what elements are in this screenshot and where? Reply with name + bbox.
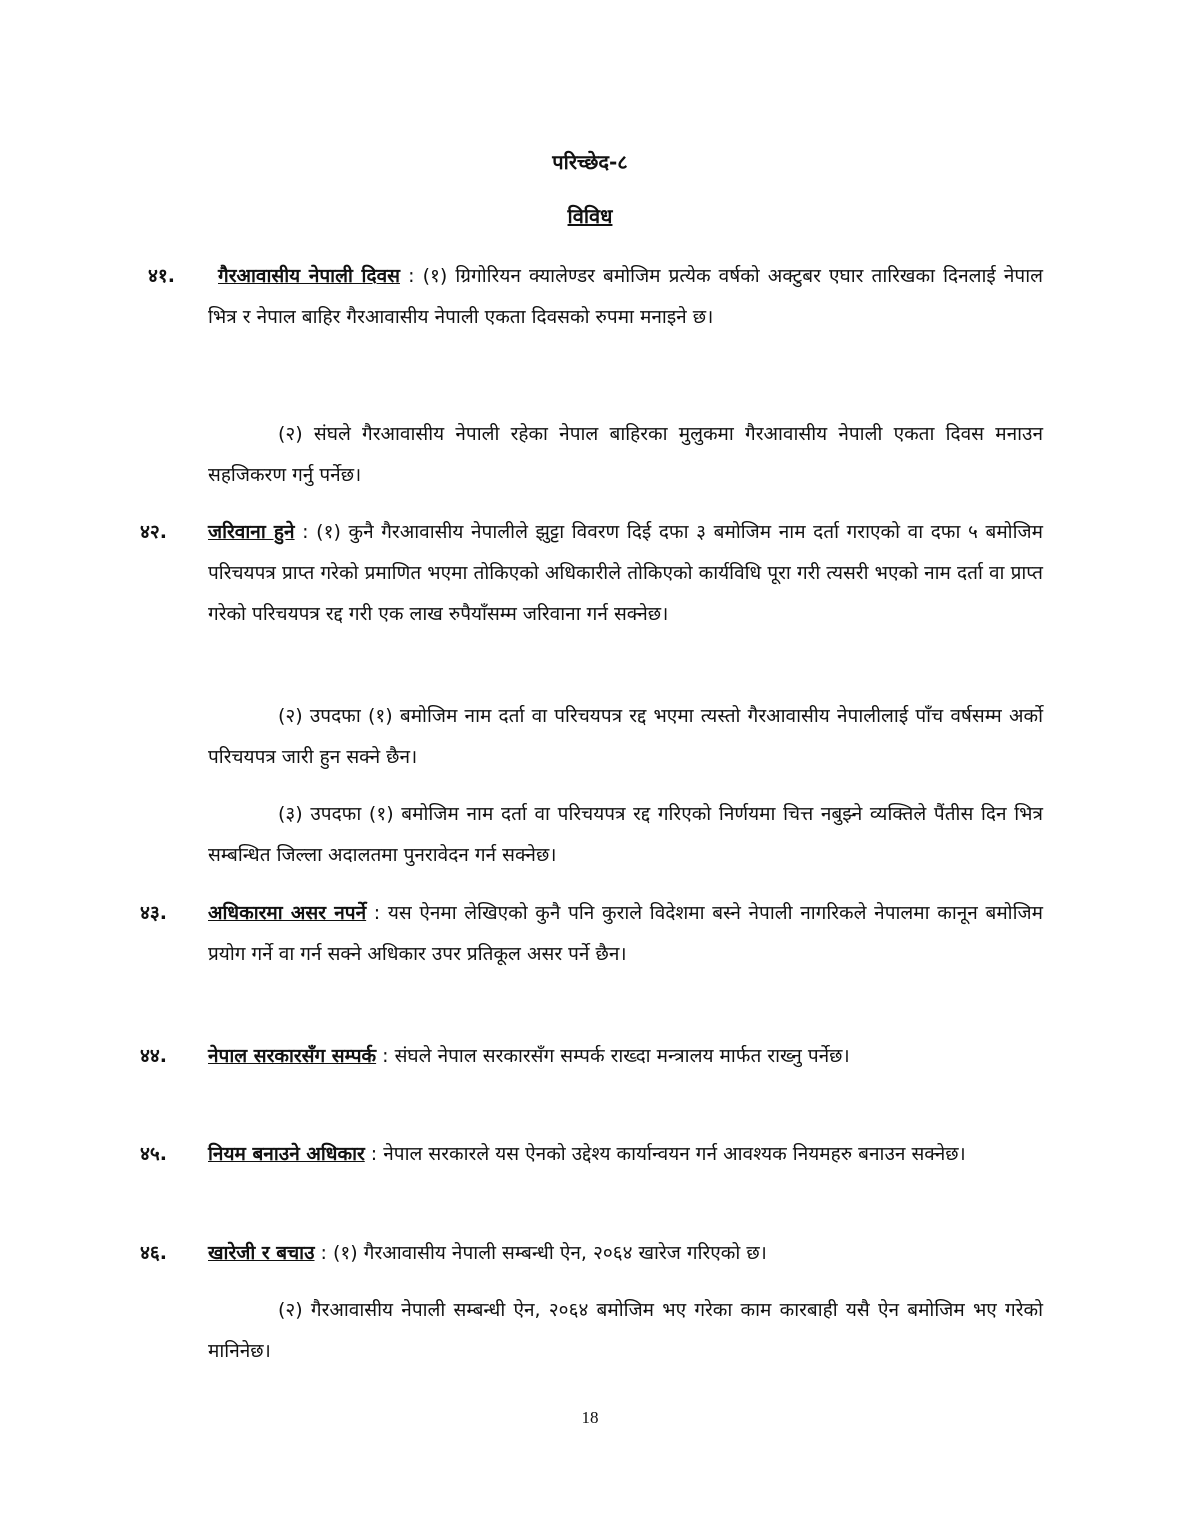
chapter-subtitle: विविध <box>567 204 613 228</box>
section-heading: खारेजी र बचाउ <box>208 1242 315 1264</box>
subsection: (३) उपदफा (१) बमोजिम नाम दर्ता वा परिचयपत्र रद्द गरिएको निर्णयमा चित्त नबुझ्ने व्यक्तिले पैंतीस दिन भित्र सम्बन्धित जिल्ला अदालतमा पुनरावेदन गर्न सक्नेछ। <box>208 803 1043 866</box>
section-body: : नेपाल सरकारले यस ऐनको उद्देश्य कार्यान्वयन गर्न आवश्यक नियमहरु बनाउन सक्नेछ। <box>364 1143 966 1165</box>
page-number: 18 <box>581 1408 599 1427</box>
section-body: : यस ऐनमा लेखिएको कुनै पनि कुराले विदेशमा बस्ने नेपाली नागरिकले नेपालमा कानून बमोजिम प्रयोग गर्ने वा गर्न सक्ने अधिकार उपर प्रतिकूल असर पर्ने छैन। <box>208 902 1043 965</box>
section-45 <box>208 1134 1043 1175</box>
section-heading: नियम बनाउने अधिकार <box>208 1143 365 1165</box>
section-44 <box>208 1036 1043 1077</box>
section-body: : (१) गैरआवासीय नेपाली सम्बन्धी ऐन, २०६४ खारेज गरिएको छ। <box>314 1242 767 1264</box>
subsection: (२) उपदफा (१) बमोजिम नाम दर्ता वा परिचयपत्र रद्द भएमा त्यस्तो गैरआवासीय नेपालीलाई पाँच वर्षसम्म अर्को परिचयपत्र जारी हुन सक्ने छैन। <box>208 705 1043 768</box>
section-body: : (१) ग्रिगोरियन क्यालेण्डर बमोजिम प्रत्येक वर्षको अक्टुबर एघार तारिखका दिनलाई नेपाल भित्र र नेपाल बाहिर गैरआवासीय नेपाली एकता दिवसको रुपमा मनाइने छ। <box>208 265 1043 328</box>
section-number: ४४. <box>140 1045 167 1067</box>
section-number: ४३. <box>140 902 167 924</box>
section-number: ४२. <box>140 521 167 543</box>
section-number: ४५. <box>140 1143 167 1165</box>
section-43 <box>208 893 1043 975</box>
section-heading: अधिकारमा असर नपर्ने <box>208 902 367 924</box>
section-46 <box>208 1233 1043 1274</box>
subsection: (२) संघले गैरआवासीय नेपाली रहेका नेपाल बाहिरका मुलुकमा गैरआवासीय नेपाली एकता दिवस मनाउन सहजिकरण गर्नु पर्नेछ। <box>208 423 1043 486</box>
section-heading: गैरआवासीय नेपाली दिवस <box>218 265 400 287</box>
section-body: : संघले नेपाल सरकारसँग सम्पर्क राख्दा मन्त्रालय मार्फत राख्नु पर्नेछ। <box>376 1045 850 1067</box>
chapter-title: परिच्छेद-८ <box>552 150 628 174</box>
section-heading: जरिवाना हुने <box>208 521 295 543</box>
section-number: ४१. <box>148 265 175 287</box>
section-body: : (१) कुनै गैरआवासीय नेपालीले झुट्टा विवरण दिई दफा ३ बमोजिम नाम दर्ता गराएको वा दफा ५ बमोजिम परिचयपत्र प्राप्त गरेको प्रमाणित भएमा तोकिएको अधिकारीले तोकिएको कार्यविधि पूरा गरी त्यसरी भएको नाम दर्ता वा प्राप्त गरेको परिचयपत्र रद्द गरी एक लाख रुपैयाँसम्म जरिवाना गर्न सक्नेछ। <box>208 521 1043 625</box>
subsection: (२) गैरआवासीय नेपाली सम्बन्धी ऐन, २०६४ बमोजिम भए गरेका काम कारबाही यसै ऐन बमोजिम भए गरेको मानिनेछ। <box>208 1299 1043 1362</box>
section-number: ४६. <box>140 1242 167 1264</box>
section-heading: नेपाल सरकारसँग सम्पर्क <box>208 1045 377 1067</box>
section-41 <box>208 256 1043 338</box>
section-42 <box>208 512 1043 635</box>
